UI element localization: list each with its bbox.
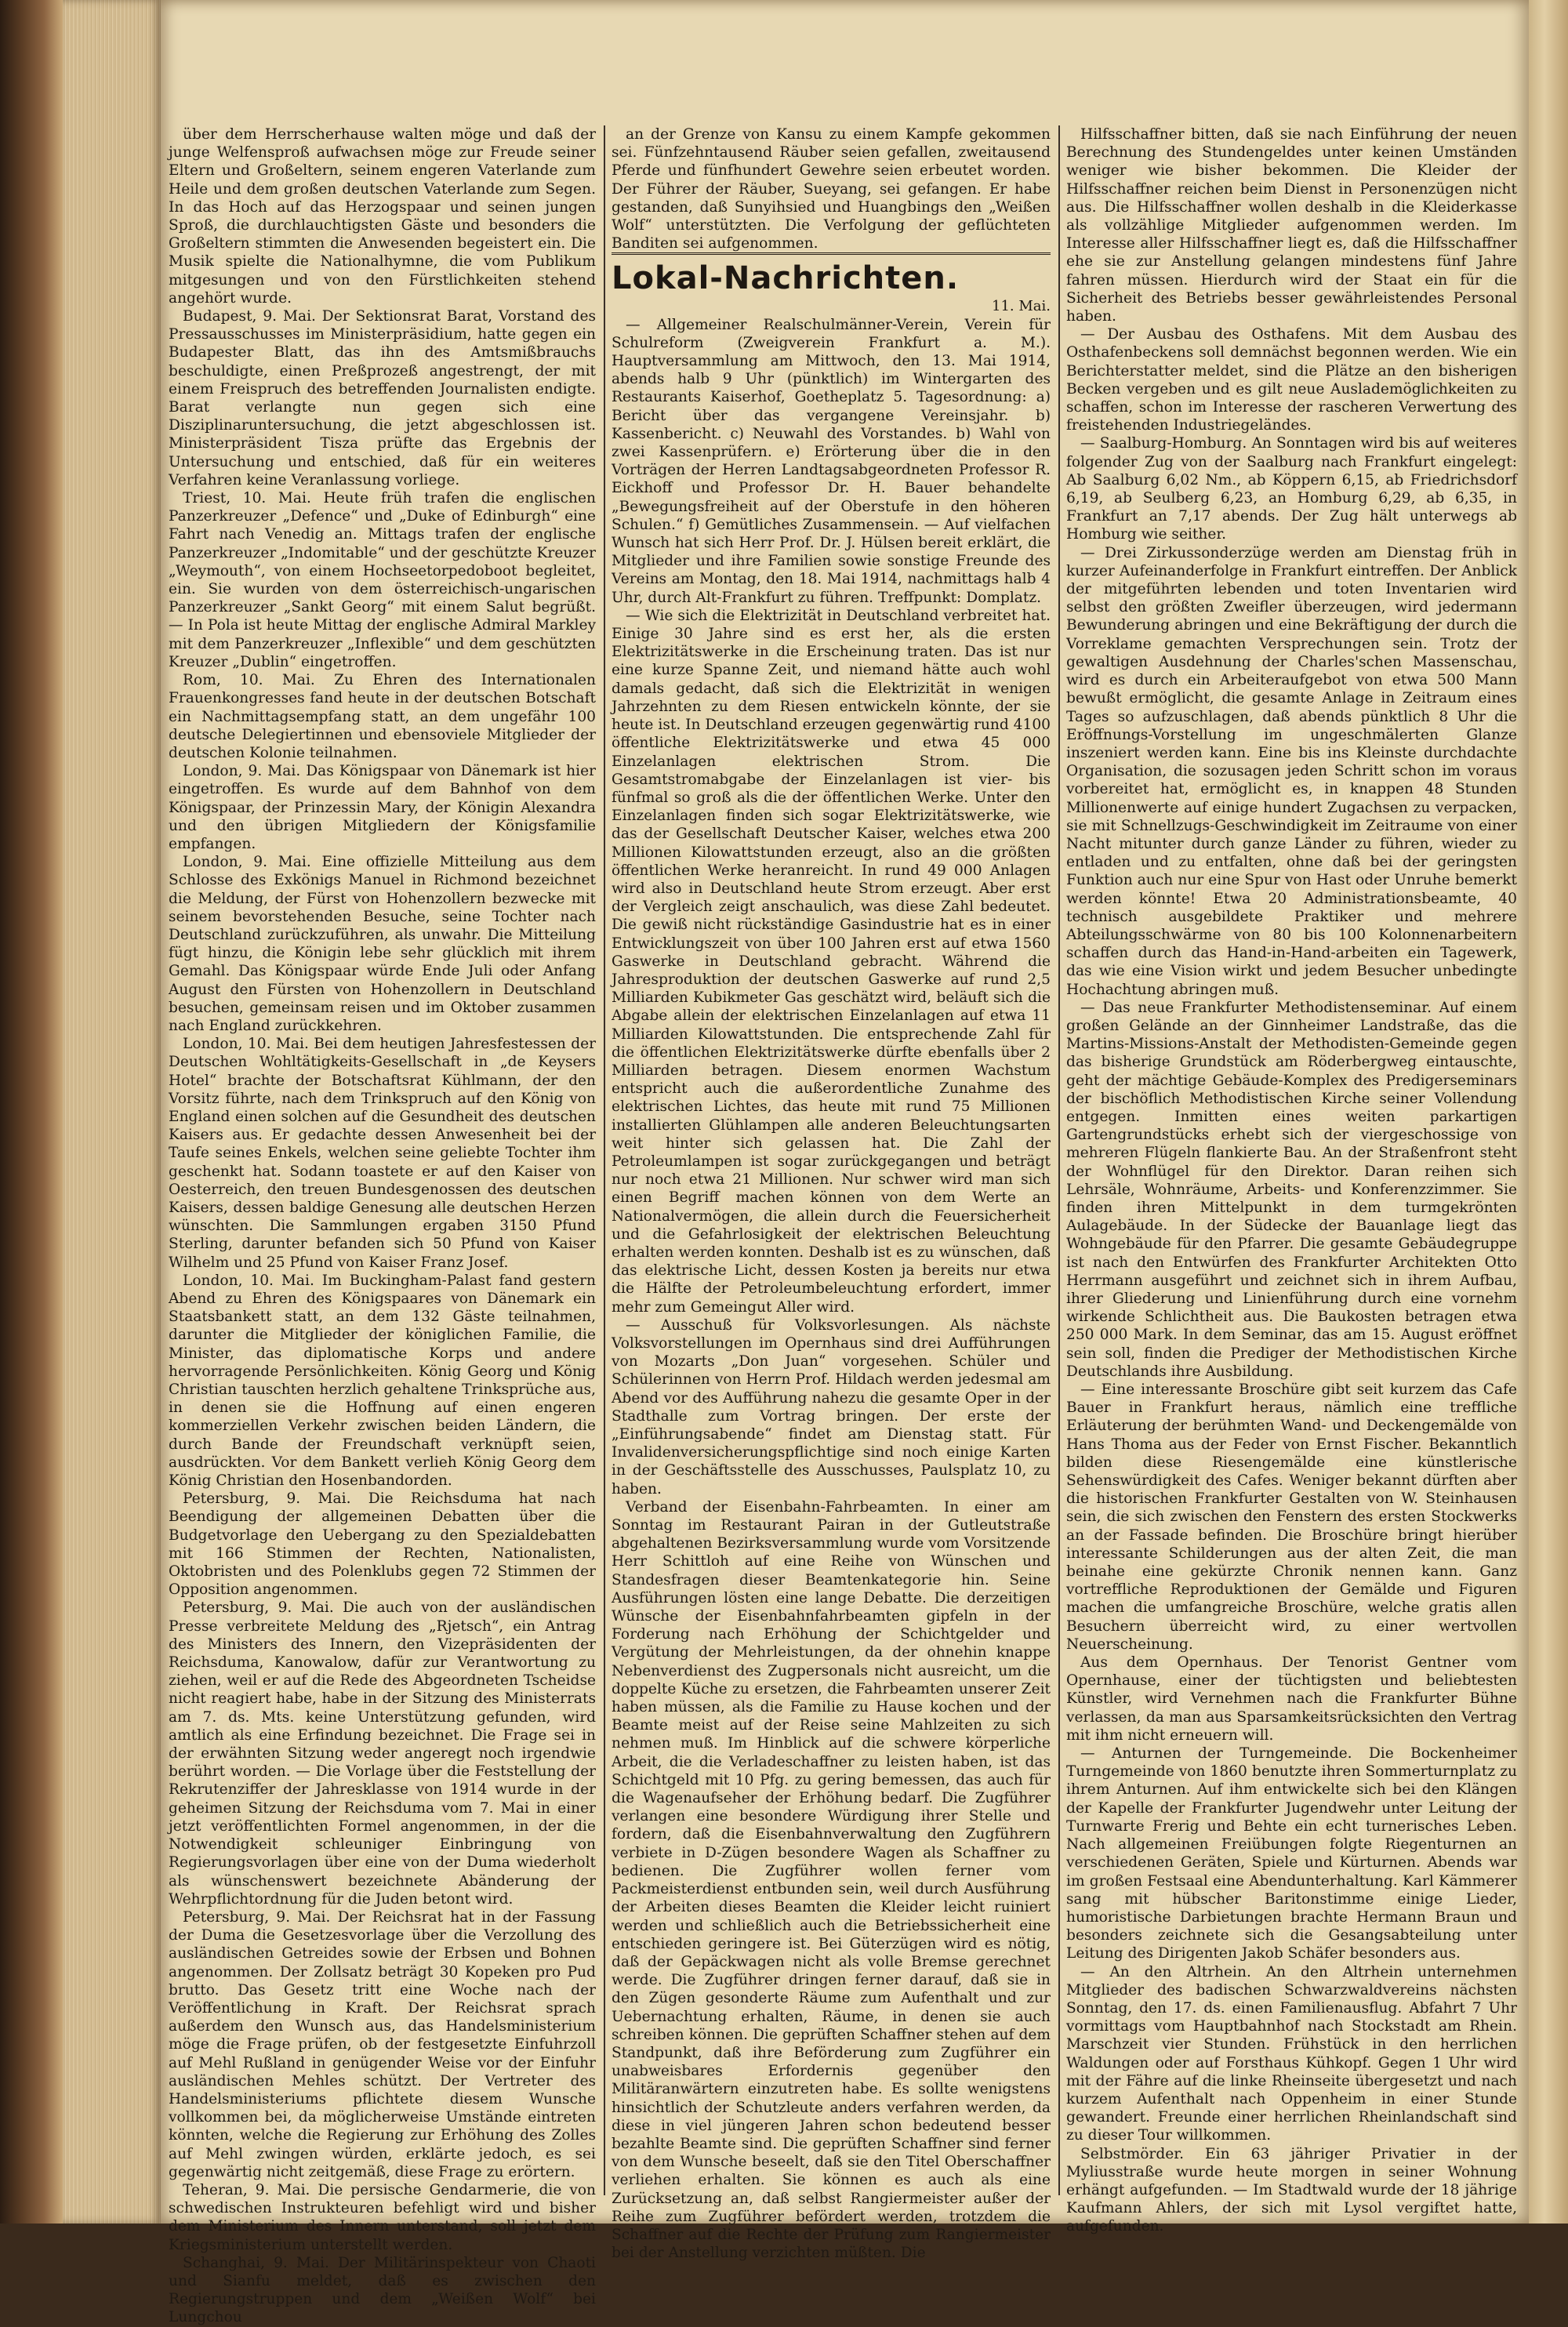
column-2 — [612, 125, 1051, 2262]
article-paragraph: London, 9. Mai. Das Königspaar von Dänemark ist hier eingetroffen. Es wurde auf dem Bahnhof von dem Königspaar, der Prinzessin Mary, der Königin Alexandra und den übrigen Mitgliedern der Königsfamilie empfangen. — [169, 763, 596, 852]
dateline: 11. Mai. — [992, 298, 1051, 315]
article-paragraph: an der Grenze von Kansu zu einem Kampfe gekommen sei. Fünfzehntausend Räuber seien gefallen, zweitausend Pferde und fünfhundert Gewehre seien erbeutet worden. Der Führer der Räuber, Sueyang, sei gefangen. Er habe gestanden, daß Sunyihsied und Huangbings den „Weißen Wolf“ unterstützten. Die Verfolgung der geflüchteten Banditen sei aufgenommen. — [612, 126, 1051, 252]
article-paragraph: Budapest, 9. Mai. Der Sektionsrat Barat, Vorstand des Pressausschusses im Ministerpräsidium, hatte gegen ein Budapester Blatt, das ihn des Amtsmißbrauchs beschuldigte, einen Preßprozeß angestrengt, der mit einem Freispruch des betreffenden Journalisten endigte. Barat verlangte nun gegen sich eine Disziplinaruntersuchung, die jetzt abgeschlossen ist. Ministerpräsident Tisza prüfte das Ergebnis der Untersuchung und entschied, daß für ein weiteres Verfahren keine Veranlassung vorliege. — [169, 308, 596, 488]
column-rule — [1058, 125, 1060, 2195]
article-paragraph: Verband der Eisenbahn-Fahrbeamten. In einer am Sonntag im Restaurant Pairan in der Gutleutstraße abgehaltenen Bezirksversammlung wurde vom Vorsitzende Herr Schittloh auf eine Reihe von Wünschen und Standesfragen dieser Beamtenkategorie hin. Seine Ausführungen lösten eine lange Debatte. Die derzeitigen Wünsche der Eisenbahnfahrbeamten gipfeln in der Forderung nach Erhöhung der Schichtgelder und Vergütung der Mehrleistungen, da der ohnehin knappe Nebenverdienst des Zugpersonals nicht ausreicht, um die doppelte Küche zu ersetzen, die Fahrbeamten unserer Zeit haben müssen, als die Familie zu Hause kochen und der Beamte meist auf der Reise seine Mahlzeiten zu sich nehmen muß. Im Hinblick auf die schwere körperliche Arbeit, die die Verladeschaffner zu leisten haben, ist das Schichtgeld mit 10 Pfg. zu gering bemessen, das auch für die Wagenaufseher der Erhöhung bedarf. Die Zugführer verlangen eine besondere Würdigung ihrer Stelle und fordern, daß die Eisenbahnverwaltung den Zugführern verbiete in D-Zügen besondere Wagen als Schaffner zu bedienen. Die Zugführer wollen ferner vom Packmeisterdienst entbunden sein, weil durch Ausführung der Arbeiten dieses Beamten die Kleider leicht ruiniert werden und schließlich auch die Betriebssicherheit eine entschieden geringere ist. Bei Güterzügen wird es nötig, daß der Gepäckwagen nicht als volle Bremse gerechnet werde. Die Zugführer dringen ferner darauf, daß sie in den Zügen gesonderte Räume zum Aufenthalt und zur Uebernachtung erhalten, Räume, in denen sie auch schreiben können. Die geprüften Schaffner stehen auf dem Standpunkt, daß ihre Beförderung zum Zugführer ein unabweisbares Erfordernis gegenüber den Militäranwärtern einzutreten habe. Es sollte wenigstens hinsichtlich der Schutzleute anders verfahren werden, da diese in viel jüngeren Jahren schon bedeutend besser bezahlte Beamte sind. Die geprüften Schaffner sind ferner von dem Wunsche beseelt, daß sie den Titel Oberschaffner verliehen erhalten. Sie können es auch als eine Zurücksetzung an, daß selbst Rangiermeister außer der Reihe zum Zugführer befördert werden, trotzdem die Schaffner auf die Rechte der Prüfung zum Rangiermeister bei der Anstellung verzichten müßten. Die — [612, 1498, 1051, 2262]
article-paragraph: London, 9. Mai. Eine offizielle Mitteilung aus dem Schlosse des Exkönigs Manuel in Richmond bezeichnet die Meldung, der Fürst von Hohenzollern bezwecke mit seinem bevorstehenden Besuche, seine Tochter nach Deutschland zurückzuführen, als unwahr. Die Mitteilung fügt hinzu, die Königin lebe sehr glücklich mit ihrem Gemahl. Das Königspaar würde Ende Juli oder Anfang August den Fürsten von Hohenzollern in Deutschland besuchen, gemeinsam reisen und im Oktober zusammen nach England zurückkehren. — [169, 854, 596, 1034]
page-stack-edge — [63, 0, 161, 2224]
next-page-edge — [1529, 0, 1568, 2224]
article-paragraph: Petersburg, 9. Mai. Die auch von der ausländischen Presse verbreitete Meldung des „Rjetsch“, ein Antrag des Ministers des Innern, den Vizepräsidenten der Reichsduma, Kanowalow, dafür zur Verantwortung zu ziehen, weil er auf die Rede des Abgeordneten Tscheidse nicht reagiert habe, habe in der Sitzung des Ministerrats am 7. ds. Mts. keine Unterstützung gefunden, wird amtlich als eine Erfindung bezeichnet. Die Frage sei in der erwähnten Sitzung weder angeregt noch irgendwie berührt worden. — Die Vorlage über die Feststellung der Rekrutenziffer der Jahresklasse von 1914 wurde in der geheimen Sitzung der Reichsduma vom 7. Mai in einer jetzt veröffentlichten Formel angenommen, in der die Notwendigkeit schleuniger Einbringung von Regierungsvorlagen über eine von der Duma wiederholt als wünschenswert bezeichnete Abänderung der Wehrpflichtordnung für die Juden betont wird. — [169, 1599, 596, 1908]
article-paragraph: London, 10. Mai. Bei dem heutigen Jahresfestessen der Deutschen Wohltätigkeits-Gesellschaft in „de Keysers Hotel“ brachte der Botschaftsrat Kühlmann, der den Vorsitz führte, nach dem Trinkspruch auf den König von England einen solchen auf die Gesundheit des deutschen Kaisers aus. Er gedachte dessen Anwesenheit bei der Taufe seines Enkels, welchen seine geliebte Tochter ihm geschenkt hat. Sodann toastete er auf den Kaiser von Oesterreich, den treuen Bundesgenossen des deutschen Kaisers, dessen baldige Genesung alle deutschen Herzen wünschten. Die Sammlungen ergaben 3150 Pfund Sterling, darunter befanden sich 50 Pfund von Kaiser Wilhelm und 25 Pfund von Kaiser Franz Josef. — [169, 1036, 596, 1271]
column-1 — [169, 125, 596, 2326]
article-paragraph: Triest, 10. Mai. Heute früh trafen die englischen Panzerkreuzer „Defence“ und „Duke of Edinburgh“ eine Fahrt nach Venedig an. Mittags trafen der englische Panzerkreuzer „Indomitable“ und der geschützte Kreuzer „Weymouth“, von einem Hochseetorpedoboot begleitet, ein. Sie wurden von dem österreichisch-ungarischen Panzerkreuzer „Sankt Georg“ mit einem Salut begrüßt. — In Pola ist heute Mittag der englische Admiral Markley mit dem Panzerkreuzer „Inflexible“ und dem geschützten Kreuzer „Dublin“ eingetroffen. — [169, 490, 596, 670]
article-paragraph: Hilfsschaffner bitten, daß sie nach Einführung der neuen Berechnung des Stundengeldes unter keinen Umständen weniger wie bisher bekommen. Die Kleider der Hilfsschaffner reichen beim Dienst in Personenzügen nicht aus. Die Hilfsschaffner wollen deshalb in die Kleiderkasse als vollzählige Mitglieder aufgenommen werden. Im Interesse aller Hilfsschaffner liegt es, daß die Hilfsschaffner ehe sie zur Anstellung gelangen mindestens fünf Jahre fahren müssen. Hierdurch wird der Staat ein für die Sicherheit des Betriebs besser gewährleistendes Personal haben. — [1066, 126, 1517, 325]
article-paragraph: — Wie sich die Elektrizität in Deutschland verbreitet hat. Einige 30 Jahre sind es erst her, als die ersten Elektrizitätswerke in die Erscheinung traten. Das ist nur eine kurze Spanne Zeit, und niemand hätte auch wohl damals gedacht, daß sich die Elektrizität in wenigen Jahrzehnten zu dem Riesen entwickeln könnte, der sie heute ist. In Deutschland erzeugen gegenwärtig rund 4100 öffentliche Elektrizitätswerke und etwa 45 000 Einzelanlagen elektrischen Strom. Die Gesamtstromabgabe der Einzelanlagen ist vier- bis fünfmal so groß als die der öffentlichen Werke. Unter den Einzelanlagen finden sich sogar Elektrizitätswerke, wie das der Gesellschaft Deutscher Kaiser, welches etwa 200 Millionen Kilowattstunden erzeugt, also an die größten öffentlichen Werke heranreicht. In rund 49 000 Anlagen wird also in Deutschland heute Strom erzeugt. Aber erst der Vergleich zeigt anschaulich, was diese Zahl bedeutet. Die gewiß nicht rückständige Gasindustrie hat es in einer Entwicklungszeit von über 100 Jahren erst auf etwa 1560 Gaswerke in Deutschland gebracht. Während die Jahresproduktion der deutschen Gaswerke auf rund 2,5 Milliarden Kubikmeter Gas geschätzt wird, beläuft sich die Abgabe allein der elektrischen Einzelanlagen auf etwa 11 Milliarden Kilowattstunden. Die entsprechende Zahl für die öffentlichen Elektrizitätswerke dürfte ebenfalls über 2 Milliarden betragen. Diesem enormen Wachstum entspricht auch die außerordentliche Zunahme des elektrischen Lichtes, das heute mit rund 75 Millionen installierten Glühlampen alle anderen Beleuchtungsarten weit hinter sich gelassen hat. Die Zahl der Petroleumlampen ist sogar zurückgegangen und beträgt nur noch etwa 21 Millionen. Nur schwer wird man sich einen Begriff machen können von dem Werte an Nationalvermögen, die allein durch die Feuersicherheit und die Gefahrlosigkeit der elektrischen Beleuchtung erhalten werden konnten. Deshalb ist es zu wünschen, daß das elektrische Licht, dessen Kosten ja bereits nur etwa die Hälfte der Petroleumbeleuchtung erfordert, immer mehr zum Gemeingut Aller wird. — [612, 607, 1051, 1316]
article-paragraph: London, 10. Mai. Im Buckingham-Palast fand gestern Abend zu Ehren des Königspaares von Dänemark ein Staatsbankett statt, an dem 132 Gäste teilnahmen, darunter die Mitglieder der königlichen Familie, die Minister, das diplomatische Korps und andere hervorragende Persönlichkeiten. König Georg und König Christian tauschten herzlich gehaltene Trinksprüche aus, in denen sie die Hoffnung auf einen engeren kommerziellen Verkehr zwischen beiden Ländern, die durch Bande der Freundschaft verknüpft seien, ausdrückten. Vor dem Bankett verlieh König Georg dem König Christian den Hosenbandorden. — [169, 1272, 596, 1490]
article-paragraph: Petersburg, 9. Mai. Der Reichsrat hat in der Fassung der Duma die Gesetzesvorlage über die Verzollung des ausländischen Getreides sowie der Erbsen und Bohnen angenommen. Der Zollsatz beträgt 30 Kopeken pro Pud brutto. Das Gesetz tritt eine Woche nach der Veröffentlichung in Kraft. Der Reichsrat sprach außerdem den Wunsch aus, das Handelsministerium möge die Frage prüfen, ob der festgesetzte Einfuhrzoll auf Mehl Rußland in genügender Weise vor der Einfuhr ausländischen Mehles schützt. Der Vertreter des Handelsministeriums pflichtete diesem Wunsche vollkommen bei, da möglicherweise Umstände eintreten könnten, welche die Regierung zur Erhöhung des Zolles auf Mehl zwingen würden, erklärte jedoch, es sei gegenwärtig nicht zeitgemäß, diese Frage zu erörtern. — [169, 1908, 596, 2180]
column-3 — [1066, 125, 1517, 2235]
article-paragraph: — Ausschuß für Volksvorlesungen. Als nächste Volksvorstellungen im Opernhaus sind drei Aufführungen von Mozarts „Don Juan“ vorgesehen. Schüler und Schülerinnen von Herrn Prof. Hildach werden jedesmal am Abend vor des Aufführung nahezu die gesamte Oper in der Stadthalle zum Vortrag bringen. Der erste der „Einführungsabende“ findet am Dienstag statt. Für Invalidenversicherungspflichtige sind noch einige Karten in der Geschäftsstelle des Ausschusses, Paulsplatz 10, zu haben. — [612, 1316, 1051, 1497]
article-paragraph: — Das neue Frankfurter Methodistenseminar. Auf einem großen Gelände an der Ginnheimer Landstraße, das die Martins-Missions-Anstalt der Methodisten-Gemeinde gegen das bisherige Grundstück am Röderbergweg eintauschte, geht der mächtige Gebäude-Komplex des Predigerseminars der bischöflich Methodistischen Kirche seiner Vollendung entgegen. Inmitten eines weiten parkartigen Gartengrundstücks erhebt sich der viergeschossige von mehreren Flügeln flankierte Bau. An der Straßenfront steht der Wohnflügel für den Direktor. Daran reihen sich Lehrsäle, Wohnräume, Arbeits- und Konferenzzimmer. Sie finden ihren Mittelpunkt in dem turmgekrönten Aulagebäude. In der Südecke der Bauanlage liegt das Wohngebäude für den Pfarrer. Die gesamte Gebäudegruppe ist nach den Entwürfen des Frankfurter Architekten Otto Herrmann ausgeführt und zeichnet sich in ihrem Aufbau, ihrer Gliederung und Linienführung durch eine vornehm wirkende Schlichtheit aus. Die Baukosten betragen etwa 250 000 Mark. In dem Seminar, das am 15. August eröffnet sein soll, finden die Prediger der Methodistischen Kirche Deutschlands ihre Ausbildung. — [1066, 999, 1517, 1380]
article-paragraph: Schanghai, 9. Mai. Der Militärinspekteur von Chaoti und Sianfu meldet, daß es zwischen den Regierungstruppen und dem „Weißen Wolf“ bei Lungchou — [169, 2254, 596, 2326]
section-header — [612, 252, 1051, 315]
article-paragraph: — Allgemeiner Realschulmänner-Verein, Verein für Schulreform (Zweigverein Frankfurt a. M.). Hauptversammlung am Mittwoch, den 13. Mai 1914, abends halb 9 Uhr (pünktlich) im Wintergarten des Restaurants Kaiserhof, Goetheplatz 5. Tagesordnung: a) Bericht über das vergangene Vereinsjahr. b) Kassenbericht. c) Neuwahl des Vorstandes. b) Wahl von zwei Kassenprüfern. e) Erörterung über die in den Vorträgen der Herren Landtagsabgeordneten Professor R. Eickhoff und Professor Dr. H. Bauer behandelte „Bewegungsfreiheit auf der Oberstufe in den höheren Schulen.“ f) Gemütliches Zusammensein. — Auf vielfachen Wunsch hat sich Herr Prof. Dr. J. Hülsen bereit erklärt, die Mitglieder und ihre Familien sowie sonstige Freunde des Vereins am Montag, den 18. Mai 1914, nachmittags halb 4 Uhr, durch Alt-Frankfurt zu führen. Treffpunkt: Domplatz. — [612, 316, 1051, 606]
article-paragraph: — Eine interessante Broschüre gibt seit kurzem das Cafe Bauer in Frankfurt heraus, nämlich eine treffliche Erläuterung der berühmten Wand- und Deckengemälde von Hans Thoma aus der Feder von Ernst Fischer. Bekanntlich bilden diese Riesengemälde eine künstlerische Sehenswürdigkeit des Cafes. Weniger bekannt dürften aber die historischen Frankfurter Gestalten von W. Steinhausen sein, die sich zwischen den Fenstern des ersten Stockwerks an der Fassade befinden. Die Broschüre bringt hierüber interessante Schilderungen aus der alten Zeit, die man beinahe eine gekürzte Chronik nennen kann. Ganz vortreffliche Reproduktionen der Gemälde und Figuren machen die umfangreiche Broschüre, welche gratis allen Besuchern überreicht wird, zu einer wertvollen Neuerscheinung. — [1066, 1381, 1517, 1653]
article-paragraph: Selbstmörder. Ein 63 jähriger Privatier in der Myliusstraße wurde heute morgen in seiner Wohnung erhängt aufgefunden. — Im Stadtwald wurde der 18 jährige Kaufmann Ahlers, der sich mit Lysol vergiftet hatte, aufgefunden. — [1066, 2145, 1517, 2235]
article-paragraph: Petersburg, 9. Mai. Die Reichsduma hat nach Beendigung der allgemeinen Debatten über die Budgetvorlage den Uebergang zu den Spezialdebatten mit 166 Stimmen der Rechten, Nationalisten, Oktobristen und des Polenklubs gegen 72 Stimmen der Opposition angenommen. — [169, 1490, 596, 1599]
article-paragraph: Aus dem Opernhaus. Der Tenorist Gentner vom Opernhause, einer der tüchtigsten und beliebtesten Künstler, wird Vernehmen nach die Frankfurter Bühne verlassen, da man aus Sparsamkeitsrücksichten den Vertrag mit ihm nicht erneuern will. — [1066, 1654, 1517, 1744]
article-paragraph: — Anturnen der Turngemeinde. Die Bockenheimer Turngemeinde von 1860 benutzte ihren Sommerturnplatz zu ihrem Anturnen. Auf ihm entwickelte sich bei den Klängen der Kapelle der Frankfurter Jugendwehr unter Leitung der Turnwarte Frerig und Behte ein echt turnerisches Leben. Nach allgemeinen Freiübungen folgte Riegenturnen an verschiedenen Geräten, Spiele und Kürturnen. Abends war im großen Festsaal eine Abendunterhaltung. Karl Kämmerer sang mit hübscher Baritonstimme einige Lieder, humoristische Darbietungen brachte Hermann Braun und besonders zeichnete sich die Gesangsabteilung unter Leitung des Dirigenten Jakob Schäfer besonders aus. — [1066, 1745, 1517, 1962]
article-paragraph: Rom, 10. Mai. Zu Ehren des Internationalen Frauenkongresses fand heute in der deutschen Botschaft ein Nachmittagsempfang statt, an dem ungefähr 100 deutsche Delegiertinnen und ebensoviele Mitglieder der deutschen Kolonie teilnahmen. — [169, 672, 596, 761]
article-paragraph: — An den Altrhein. An den Altrhein unternehmen Mitglieder des badischen Schwarzwaldvereins nächsten Sonntag, den 17. ds. einen Familienausflug. Abfahrt 7 Uhr vormittags vom Hauptbahnhof nach Stockstadt am Rhein. Marschzeit vier Stunden. Frühstück in den herrlichen Waldungen oder auf Forsthaus Kühkopf. Gegen 1 Uhr wird mit der Fähre auf die linke Rheinseite übergesetzt und nach kurzem Aufenthalt nach Oppenheim in einer Stunde gewandert. Freunde einer herrlichen Rheinlandschaft sind zu dieser Tour willkommen. — [1066, 1963, 1517, 2144]
article-paragraph: — Der Ausbau des Osthafens. Mit dem Ausbau des Osthafenbeckens soll demnächst begonnen werden. Wie ein Berichterstatter meldet, sind die Plätze an den bisherigen Becken vergeben und es gilt neue Auslademöglichkeiten zu schaffen, schon im Interesse der rascheren Verwertung des freistehenden Industriegeländes. — [1066, 326, 1517, 434]
article-paragraph: Teheran, 9. Mai. Die persische Gendarmerie, die von schwedischen Instrukteuren befehligt wird und bisher dem Ministerium des Innern unterstand, soll jetzt dem Kriegsministerium unterstellt werden. — [169, 2181, 596, 2253]
article-paragraph: — Saalburg-Homburg. An Sonntagen wird bis auf weiteres folgender Zug von der Saalburg nach Frankfurt eingelegt: Ab Saalburg 6,02 Nm., ab Köppern 6,15, ab Friedrichsdorf 6,19, ab Seulberg 6,23, an Homburg 6,29, ab 6,35, in Frankfurt an 7,17 abends. Der Zug hält unterwegs ab Homburg wie seither. — [1066, 435, 1517, 543]
section-headline: Lokal-Nachrichten. — [612, 252, 1051, 297]
book-binding — [0, 0, 63, 2224]
article-paragraph: über dem Herrscherhause walten möge und daß der junge Welfensproß aufwachsen möge zur Freude seiner Eltern und Großeltern, seinem engeren Vaterlande zum Heile und dem großen deutschen Vaterlande zum Segen. In das Hoch auf das Herzogspaar und seinen jungen Sproß, die durchlauchtigsten Gäste und besonders die Großeltern stimmten die Anwesenden begeistert ein. Die Musik spielte die Nationalhymne, die vom Publikum mitgesungen und von den Fürstlichkeiten stehend angehört wurde. — [169, 126, 596, 307]
article-paragraph: — Drei Zirkussonderzüge werden am Dienstag früh in kurzer Aufeinanderfolge in Frankfurt eintreffen. Der Anblick der mitgeführten lebenden und toten Inventarien wird selbst den größten Zweifler überzeugen, wird jedermann Bewunderung abringen und eine Bekräftigung der durch die Vorreklame gemachten Versprechungen sein. Trotz der gewaltigen Ausdehnung der Charles'schen Massenschau, wird es durch ein Arbeiteraufgebot von etwa 500 Mann bewußt ermöglicht, die gesamte Anlage in Zeitraum eines Tages so aufzuschlagen, daß abends pünktlich 8 Uhr die Eröffnungs-Vorstellung im ungeschmälerten Glanze inszeniert werden kann. Eine bis ins Kleinste durchdachte Organisation, die sozusagen jeden Schritt schon im voraus vorbereitet hat, ermöglicht es, in knappen 48 Stunden Millionenwerte auf einige hundert Zugachsen zu verpacken, sie mit Schnellzugs-Geschwindigkeit im Zeitraume von einer Nacht mitunter durch ganze Länder zu führen, wieder zu entladen und zu entfalten, ohne daß bei der geringsten Funktion auch nur eine Spur von Hast oder Unruhe bemerkt werden könnte! Etwa 20 Administrationsbeamte, 40 technisch ausgebildete Praktiker und mehrere Abteilungsschwärme von 80 bis 100 Kolonnenarbeitern schaffen durch das Hand-in-Hand-arbeiten ein Tagewerk, das wie eine Vision wirkt und jedem Besucher unbedingte Hochachtung abringen muß. — [1066, 544, 1517, 998]
column-rule — [604, 125, 605, 2195]
